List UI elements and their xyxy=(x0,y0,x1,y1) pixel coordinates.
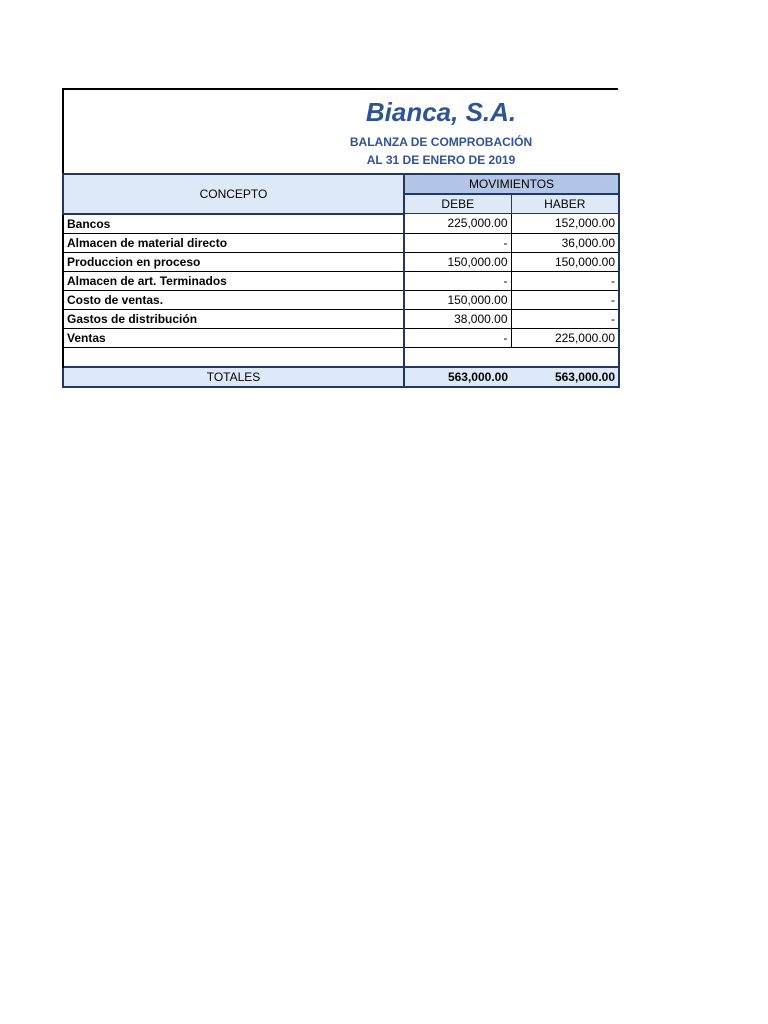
row-haber: - xyxy=(511,271,619,290)
trial-balance-sheet xyxy=(62,88,618,388)
row-haber: 225,000.00 xyxy=(511,328,619,347)
table-row xyxy=(63,290,619,309)
row-debe: 150,000.00 xyxy=(404,252,511,271)
empty-cell xyxy=(63,347,404,367)
row-haber: 152,000.00 xyxy=(511,214,619,234)
header-movimientos: MOVIMIENTOS xyxy=(404,174,619,194)
header-concepto: CONCEPTO xyxy=(63,174,404,214)
row-concepto: Almacen de art. Terminados xyxy=(63,271,404,290)
row-concepto: Ventas xyxy=(63,328,404,347)
row-debe: 225,000.00 xyxy=(404,214,511,234)
row-haber: 36,000.00 xyxy=(511,233,619,252)
row-concepto: Costo de ventas. xyxy=(63,290,404,309)
table-row xyxy=(63,309,619,328)
table-row xyxy=(63,252,619,271)
table-row xyxy=(63,328,619,347)
totals-debe: 563,000.00 xyxy=(404,367,511,387)
row-concepto: Bancos xyxy=(63,214,404,234)
row-concepto: Gastos de distribución xyxy=(63,309,404,328)
balance-table xyxy=(62,173,620,388)
header-debe: DEBE xyxy=(404,194,511,214)
row-concepto: Almacen de material directo xyxy=(63,233,404,252)
row-debe: 38,000.00 xyxy=(404,309,511,328)
row-debe: - xyxy=(404,233,511,252)
table-row xyxy=(63,214,619,234)
sheet-header xyxy=(62,88,618,173)
row-haber: - xyxy=(511,290,619,309)
row-debe: 150,000.00 xyxy=(404,290,511,309)
row-concepto: Produccion en proceso xyxy=(63,252,404,271)
report-date: AL 31 DE ENERO DE 2019 xyxy=(366,153,516,167)
table-row xyxy=(63,271,619,290)
empty-cell xyxy=(511,347,619,367)
totals-label: TOTALES xyxy=(63,367,404,387)
totals-row xyxy=(63,367,619,387)
empty-row xyxy=(63,347,619,367)
row-haber: 150,000.00 xyxy=(511,252,619,271)
totals-haber: 563,000.00 xyxy=(511,367,619,387)
row-debe: - xyxy=(404,328,511,347)
report-title: BALANZA DE COMPROBACIÓN xyxy=(349,135,533,149)
company-name: Bianca, S.A. xyxy=(365,97,517,127)
empty-cell xyxy=(404,347,511,367)
table-row xyxy=(63,233,619,252)
row-haber: - xyxy=(511,309,619,328)
row-debe: - xyxy=(404,271,511,290)
header-haber: HABER xyxy=(511,194,619,214)
